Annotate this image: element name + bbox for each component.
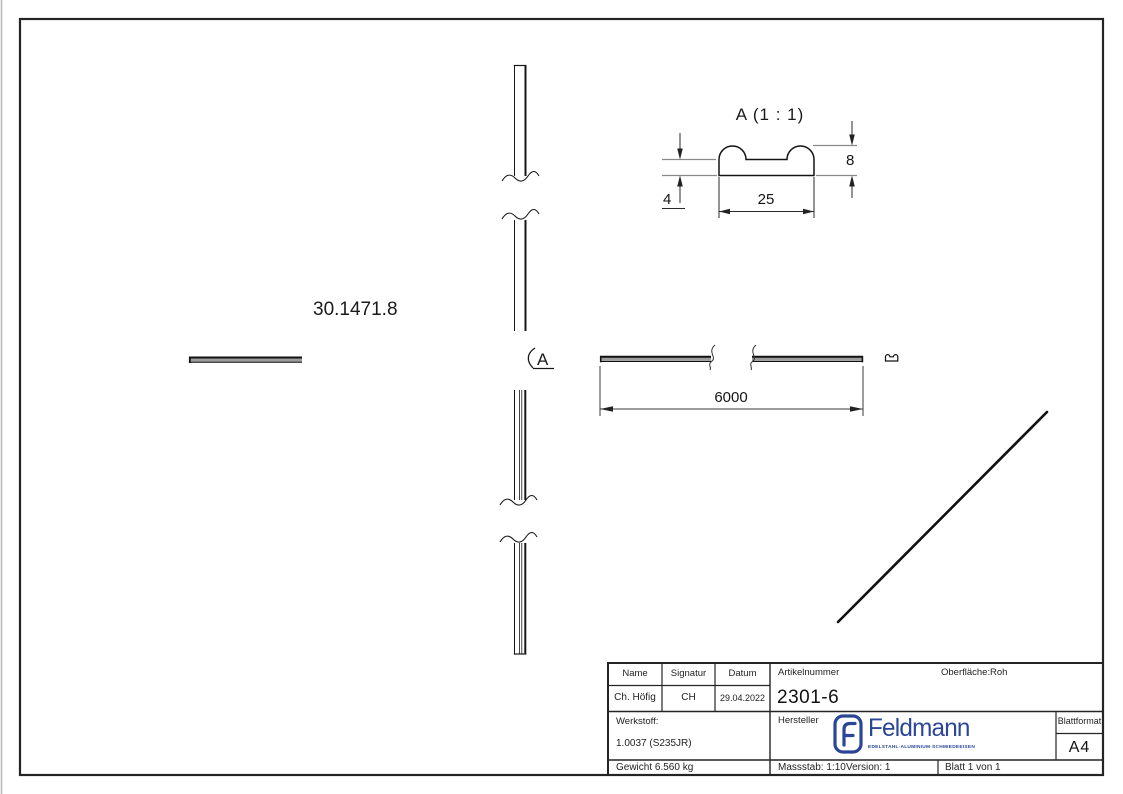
break-line (500, 496, 537, 506)
titleblock-signatur-value: CH (681, 692, 696, 703)
titleblock-signatur-header: Signatur (670, 668, 707, 679)
dim-4-text: 4 (663, 191, 672, 208)
werkstoff-label: Werkstoff: (616, 716, 659, 727)
blattformat-value: A4 (1068, 739, 1091, 756)
titleblock-datum-header: Datum (728, 668, 757, 679)
massstab-text: Massstab: 1:10 (778, 762, 846, 773)
werkstoff-value: 1.0037 (S235JR) (616, 738, 692, 749)
dim-25-text: 25 (757, 191, 775, 208)
gewicht-text: Gewicht 6.560 kg (616, 762, 694, 773)
section-callout-letter: A (537, 350, 549, 369)
article-number-label: 30.1471.8 (313, 299, 398, 320)
long-bar-view (600, 345, 863, 370)
hersteller-label: Hersteller (778, 715, 819, 726)
break-line (500, 533, 537, 543)
hersteller-logo (833, 714, 975, 754)
titleblock-datum-value: 29.04.2022 (719, 693, 766, 703)
blattformat-label: Blattformat (1057, 716, 1102, 726)
titleblock-name-value: Ch. Höfig (614, 692, 656, 703)
dim-8-text: 8 (846, 152, 855, 169)
left-bar-view (189, 357, 302, 364)
dim-6000-text: 6000 (714, 389, 748, 406)
blatt-text: Blatt 1 von 1 (945, 762, 1001, 773)
logo-wordmark: Feldmann (868, 714, 970, 742)
detail-a-title: A (1 : 1) (735, 105, 805, 124)
oberflaeche-label: Oberfläche: (941, 667, 991, 678)
end-section-view (886, 355, 898, 361)
isometric-bar-view (838, 412, 1047, 622)
titleblock-name-header: Name (622, 668, 648, 679)
artikelnummer-label: Artikelnummer (778, 667, 840, 678)
break-line (502, 210, 539, 220)
oberflaeche-value: Roh (990, 667, 1008, 678)
version-text: Version: 1 (846, 762, 891, 773)
artikelnummer-value: 2301-6 (777, 687, 840, 708)
side-view-upper-bar (502, 65, 539, 331)
break-line (502, 172, 539, 182)
sheet-border (20, 19, 1103, 775)
front-view-lower-bar (500, 390, 537, 654)
feldmann-f-icon (833, 714, 863, 754)
logo-tagline: EDELSTAHL·ALUMINIUM·SCHMIEDEEISEN (868, 744, 976, 750)
detail-a-profile (719, 146, 814, 176)
